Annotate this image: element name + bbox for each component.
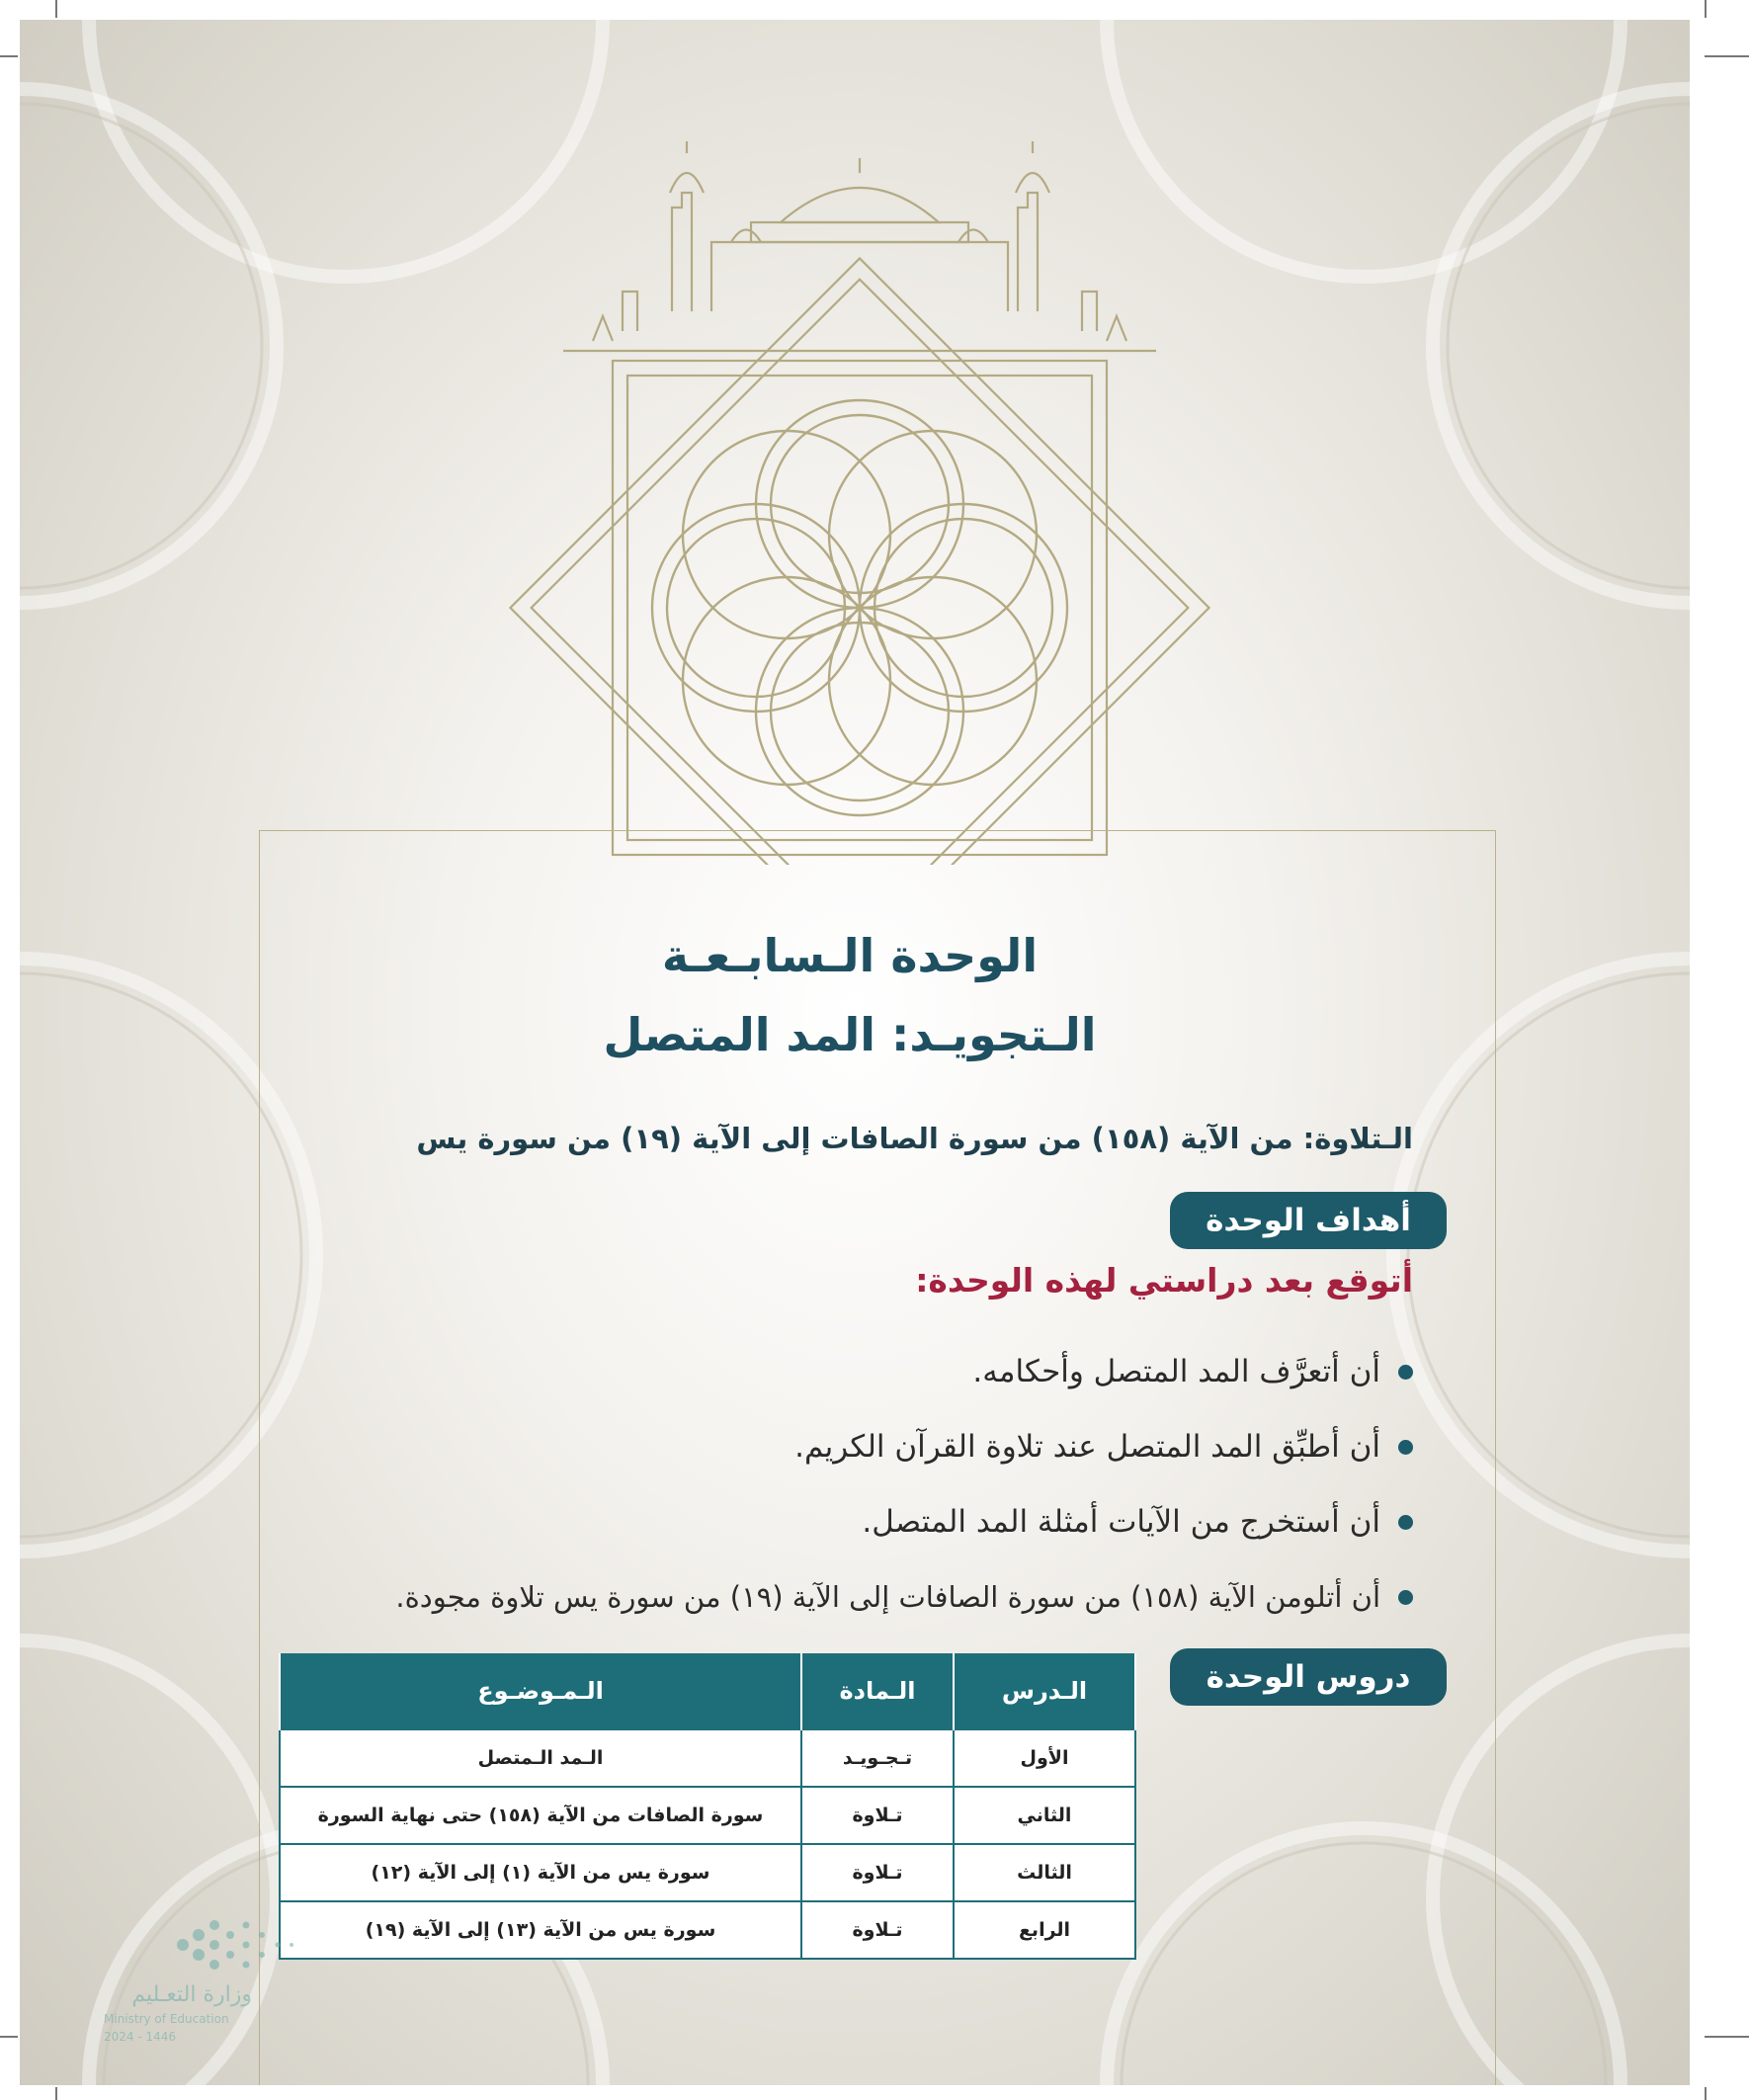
- crop-mark: [1705, 2087, 1707, 2100]
- list-item: [237, 1334, 1413, 1409]
- topic-cell: سورة يس من الآية (١٣) إلى الآية (١٩): [280, 1901, 801, 1959]
- bullet-icon: [1398, 1515, 1413, 1530]
- topic-cell: سورة يس من الآية (١) إلى الآية (١٢): [280, 1844, 801, 1901]
- column-header: الـمـوضـوع: [280, 1653, 801, 1729]
- lesson-cell: الأول: [954, 1729, 1135, 1787]
- subject-cell: تـلاوة: [801, 1901, 954, 1959]
- objective-text: أن أتلومن الآية (١٥٨) من سورة الصافات إلى الآية (١٩) من سورة يس تلاوة مجودة.: [395, 1580, 1380, 1614]
- table-header-row: [280, 1653, 1135, 1729]
- crop-mark: [55, 0, 57, 18]
- lesson-cell: الثالث: [954, 1844, 1135, 1901]
- crop-mark: [1705, 0, 1707, 18]
- objectives-list: [237, 1334, 1413, 1635]
- crop-mark: [55, 2087, 57, 2100]
- subject-cell: تـلاوة: [801, 1844, 954, 1901]
- objective-text: أن أتعرَّف المد المتصل وأحكامه.: [972, 1354, 1380, 1389]
- objectives-heading: أهداف الوحدة: [1170, 1192, 1447, 1249]
- lessons-heading: دروس الوحدة: [1170, 1648, 1447, 1706]
- list-item: [237, 1409, 1413, 1484]
- page: [20, 20, 1690, 2085]
- ministry-name-ar: وزارة التعـليم: [131, 1982, 252, 2007]
- crop-mark: [0, 2036, 18, 2038]
- subject-cell: تـلاوة: [801, 1787, 954, 1844]
- list-item: [237, 1484, 1413, 1559]
- list-item: [237, 1559, 1413, 1635]
- bullet-icon: [1398, 1590, 1413, 1605]
- mosque-emblem: [504, 114, 1215, 865]
- recitation-range: الـتلاوة: من الآية (١٥٨) من سورة الصافات إلى الآية (١٩) من سورة يس: [416, 1122, 1413, 1155]
- column-header: الـمادة: [801, 1653, 954, 1729]
- objective-text: أن أطبِّق المد المتصل عند تلاوة القرآن الكريم.: [794, 1429, 1380, 1465]
- bullet-icon: [1398, 1440, 1413, 1455]
- lesson-cell: الثاني: [954, 1787, 1135, 1844]
- bullet-icon: [1398, 1365, 1413, 1380]
- lesson-cell: الرابع: [954, 1901, 1135, 1959]
- unit-title: الوحدة الـسابـعـة: [661, 929, 1039, 982]
- table-row: [280, 1787, 1135, 1844]
- subject-cell: تـجـويـد: [801, 1729, 954, 1787]
- ministry-year: 2024 - 1446: [104, 2030, 177, 2044]
- table-row: [280, 1729, 1135, 1787]
- crop-mark: [0, 55, 18, 57]
- crop-mark: [1705, 2036, 1749, 2038]
- table-row: [280, 1901, 1135, 1959]
- topic-cell: الـمد الـمتصل: [280, 1729, 801, 1787]
- ministry-logo: [104, 1905, 341, 2063]
- ministry-dots-icon: [163, 1905, 311, 1984]
- crop-mark: [1705, 55, 1749, 57]
- objectives-intro: أتوقع بعد دراستي لهذه الوحدة:: [915, 1261, 1413, 1300]
- unit-topic: الـتجويـد: المد المتصل: [603, 1008, 1097, 1061]
- table-row: [280, 1844, 1135, 1901]
- lessons-table: [279, 1653, 1136, 1960]
- ministry-name-en: Ministry of Education: [104, 2012, 229, 2026]
- objective-text: أن أستخرج من الآيات أمثلة المد المتصل.: [862, 1504, 1380, 1540]
- topic-cell: سورة الصافات من الآية (١٥٨) حتى نهاية السورة: [280, 1787, 801, 1844]
- column-header: الـدرس: [954, 1653, 1135, 1729]
